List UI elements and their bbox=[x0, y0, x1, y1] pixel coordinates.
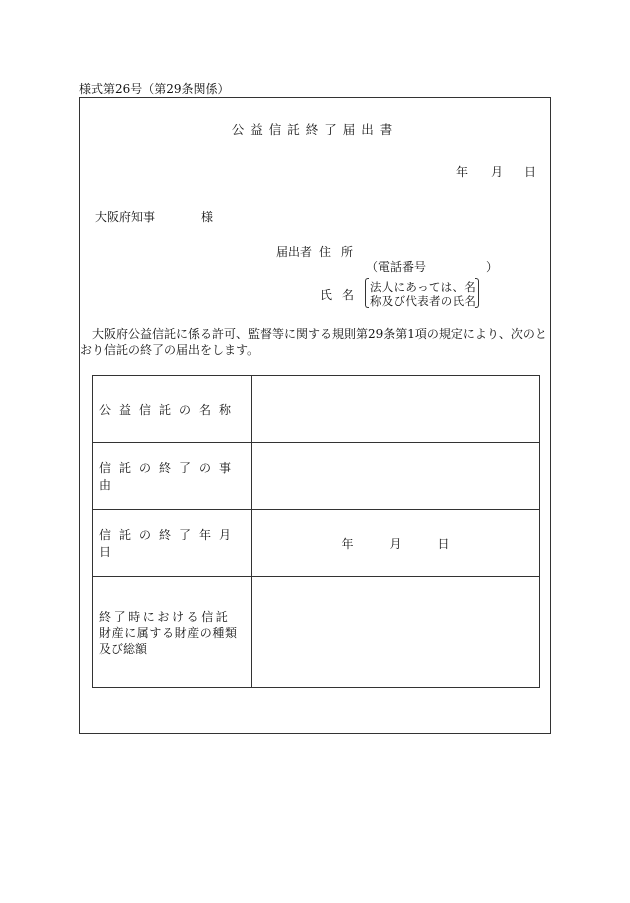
table-row bbox=[93, 510, 540, 577]
form-title: 公益信託終了届出書 bbox=[231, 122, 399, 137]
header-date-day: 日 bbox=[524, 165, 537, 179]
name-note-line2: 称及び代表者の氏名 bbox=[370, 294, 477, 308]
name-label: 氏名 bbox=[320, 288, 365, 302]
row-label-trust-name: 公益信託の名称 bbox=[93, 376, 252, 443]
notifier-label: 届出者 bbox=[276, 245, 313, 259]
termination-date-fields bbox=[252, 535, 539, 552]
row-value-property[interactable] bbox=[252, 577, 540, 688]
name-note-bracket bbox=[365, 278, 479, 308]
property-label-line1: 終了時における信託 bbox=[99, 610, 231, 624]
termination-date-year: 年 bbox=[341, 536, 354, 551]
header-date-year: 年 bbox=[456, 165, 469, 179]
property-label-line2: 財産に属する財産の種類 bbox=[99, 626, 238, 640]
row-label-termination-date: 信託の終了年月日 bbox=[93, 510, 252, 577]
table-row bbox=[93, 443, 540, 510]
row-value-termination-reason[interactable] bbox=[252, 443, 540, 510]
items-table bbox=[92, 375, 540, 688]
table-row bbox=[93, 577, 540, 688]
addressee-honorific: 様 bbox=[201, 210, 214, 224]
body-paragraph: 大阪府公益信託に係る許可、監督等に関する規則第29条第1項の規定により、次のとおり信託の終了の届出をします。 bbox=[80, 327, 547, 357]
row-value-termination-date[interactable] bbox=[252, 510, 540, 577]
form-number-label: 様式第26号（第29条関係） bbox=[79, 82, 230, 96]
row-value-trust-name[interactable] bbox=[252, 376, 540, 443]
row-label-termination-reason: 信託の終了の事由 bbox=[93, 443, 252, 510]
name-note-line1: 法人にあっては、名 bbox=[370, 280, 477, 294]
addressee-name: 大阪府知事 bbox=[95, 210, 156, 224]
right-bracket bbox=[475, 278, 479, 308]
termination-date-day: 日 bbox=[437, 536, 450, 551]
property-label-line3: 及び総額 bbox=[99, 642, 148, 656]
header-date-month: 月 bbox=[491, 165, 504, 179]
termination-date-month: 月 bbox=[389, 536, 402, 551]
phone-line: （電話番号 ） bbox=[366, 260, 499, 274]
row-label-property bbox=[93, 577, 252, 688]
table-row bbox=[93, 376, 540, 443]
address-label: 住所 bbox=[319, 245, 364, 259]
left-bracket bbox=[365, 278, 369, 308]
